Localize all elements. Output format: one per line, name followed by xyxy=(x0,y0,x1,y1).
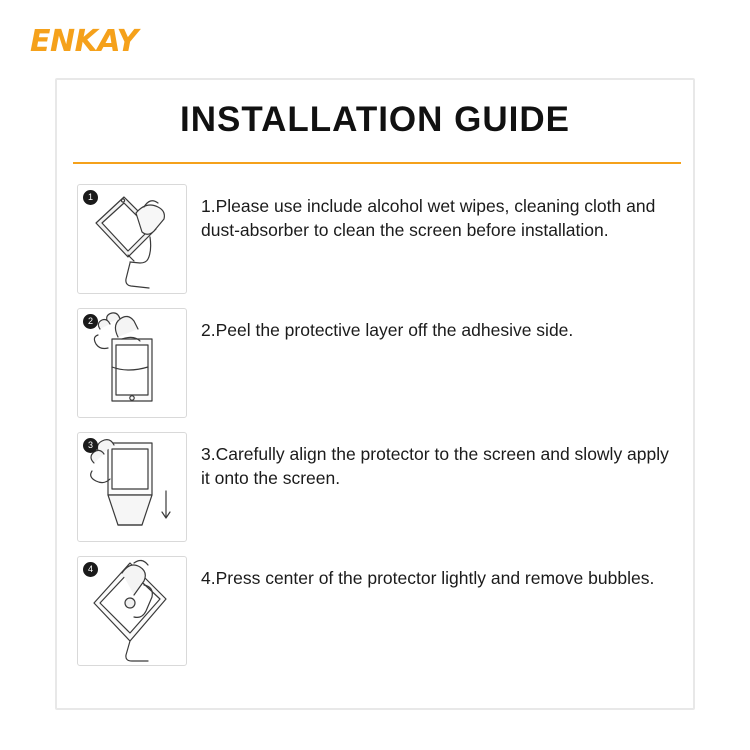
step-2-badge: 2 xyxy=(83,314,98,329)
step-1-badge: 1 xyxy=(83,190,98,205)
step-3-text: 3.Carefully align the protector to the screen and slowly apply it onto the screen. xyxy=(201,444,669,489)
step-2-text: 2.Peel the protective layer off the adhesive side. xyxy=(201,320,574,340)
step-1-illustration xyxy=(77,184,187,294)
list-item xyxy=(57,184,693,294)
step-3-badge: 3 xyxy=(83,438,98,453)
steps-list xyxy=(57,184,693,680)
step-4-text: 4.Press center of the protector lightly and remove bubbles. xyxy=(201,568,655,588)
list-item xyxy=(57,556,693,666)
list-item xyxy=(57,308,693,418)
page-title: INSTALLATION GUIDE xyxy=(179,100,570,139)
list-item xyxy=(57,432,693,542)
step-3-illustration xyxy=(77,432,187,542)
brand-logo: ENKAY xyxy=(30,24,138,59)
step-1-text: 1.Please use include alcohol wet wipes, cleaning cloth and dust-absorber to clean the screen before installation. xyxy=(201,196,656,241)
step-4-illustration xyxy=(77,556,187,666)
guide-panel xyxy=(55,78,695,710)
title-divider xyxy=(73,162,681,164)
step-4-badge: 4 xyxy=(83,562,98,577)
step-2-illustration xyxy=(77,308,187,418)
